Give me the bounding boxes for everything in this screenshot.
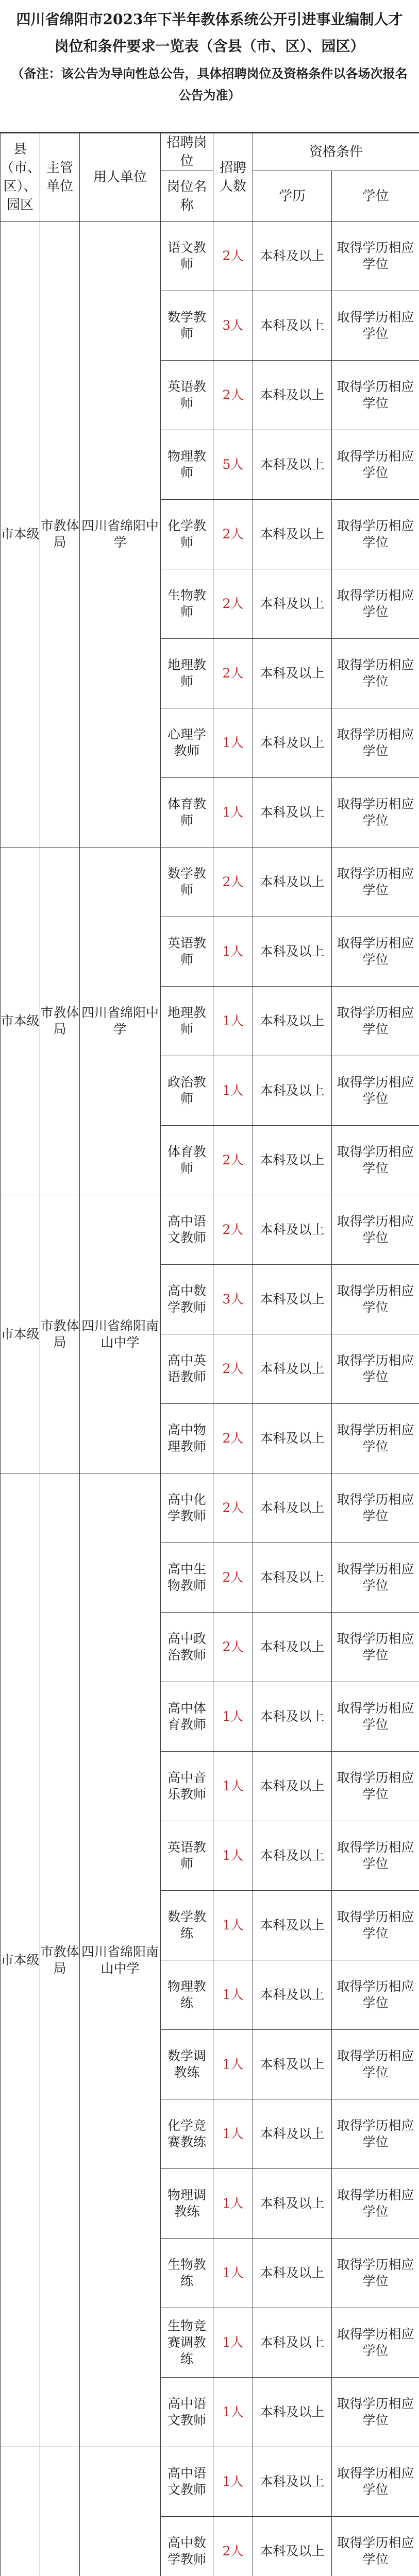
count-cell: 1人 — [213, 708, 253, 778]
post-cell: 数学调教练 — [161, 2030, 213, 2099]
post-cell: 高中生物教师 — [161, 1543, 213, 1613]
count-cell: 2人 — [213, 1404, 253, 1473]
table-row — [1, 2447, 419, 2517]
education-cell: 本科及以上 — [253, 222, 332, 291]
post-cell: 心理学教师 — [161, 708, 213, 778]
post-cell: 化学竞赛教练 — [161, 2099, 213, 2169]
count-cell: 2人 — [213, 1334, 253, 1404]
count-cell: 1人 — [213, 1891, 253, 1960]
degree-cell: 取得学历相应学位 — [332, 1613, 419, 1682]
degree-cell: 取得学历相应学位 — [332, 291, 419, 361]
education-cell: 本科及以上 — [253, 987, 332, 1056]
authority-cell: 市教体局 — [40, 1195, 80, 1473]
post-cell: 物理调教练 — [161, 2169, 213, 2239]
degree-cell: 取得学历相应学位 — [332, 639, 419, 708]
education-cell: 本科及以上 — [253, 1613, 332, 1682]
education-cell: 本科及以上 — [253, 639, 332, 708]
count-cell: 1人 — [213, 987, 253, 1056]
post-cell: 数学教师 — [161, 291, 213, 361]
document-header — [0, 0, 419, 133]
table-body — [1, 222, 419, 2576]
education-cell: 本科及以上 — [253, 1334, 332, 1404]
degree-cell: 取得学历相应学位 — [332, 2308, 419, 2378]
count-cell: 2人 — [213, 1126, 253, 1195]
education-cell: 本科及以上 — [253, 2099, 332, 2169]
education-cell: 本科及以上 — [253, 569, 332, 639]
authority-cell: 市教体局 — [40, 1473, 80, 2447]
post-cell: 地理教师 — [161, 987, 213, 1056]
count-cell: 1人 — [213, 2030, 253, 2099]
count-cell: 5人 — [213, 430, 253, 500]
post-cell: 高中体育教师 — [161, 1682, 213, 1752]
education-cell: 本科及以上 — [253, 1960, 332, 2030]
degree-cell: 取得学历相应学位 — [332, 2239, 419, 2308]
education-cell: 本科及以上 — [253, 1682, 332, 1752]
education-cell: 本科及以上 — [253, 848, 332, 917]
table-row — [1, 1195, 419, 1265]
education-cell: 本科及以上 — [253, 1126, 332, 1195]
post-cell: 地理教师 — [161, 639, 213, 708]
education-cell: 本科及以上 — [253, 1821, 332, 1891]
count-cell: 1人 — [213, 2239, 253, 2308]
header-county: 县（市、区）、园区 — [1, 133, 40, 222]
degree-cell: 取得学历相应学位 — [332, 778, 419, 848]
education-cell: 本科及以上 — [253, 2447, 332, 2517]
degree-cell: 取得学历相应学位 — [332, 917, 419, 987]
degree-cell: 取得学历相应学位 — [332, 1265, 419, 1334]
county-cell: 市本级 — [1, 1473, 40, 2447]
degree-cell: 取得学历相应学位 — [332, 848, 419, 917]
count-cell: 3人 — [213, 1265, 253, 1334]
count-cell: 2人 — [213, 500, 253, 569]
document-title: 四川省绵阳市2023年下半年教体系统公开引进事业编制人才岗位和条件要求一览表（含县（市、区）、园区） — [16, 11, 403, 55]
count-cell: 1人 — [213, 2099, 253, 2169]
table-row — [1, 848, 419, 917]
count-cell: 1人 — [213, 1682, 253, 1752]
degree-cell: 取得学历相应学位 — [332, 1682, 419, 1752]
education-cell: 本科及以上 — [253, 2030, 332, 2099]
degree-cell: 取得学历相应学位 — [332, 1195, 419, 1265]
post-cell: 高中音乐教师 — [161, 1752, 213, 1821]
authority-cell: 市教体局 — [40, 222, 80, 848]
count-cell: 2人 — [213, 569, 253, 639]
post-cell: 生物教练 — [161, 2239, 213, 2308]
degree-cell: 取得学历相应学位 — [332, 569, 419, 639]
degree-cell: 取得学历相应学位 — [332, 1334, 419, 1404]
post-cell: 生物竞赛调教练 — [161, 2308, 213, 2378]
employer-cell — [80, 2447, 161, 2576]
document-note: （备注：该公告为导向性总公告，具体招聘岗位及资格条件以各场次报名公告为准） — [11, 66, 408, 103]
table-row — [1, 222, 419, 291]
degree-cell: 取得学历相应学位 — [332, 2517, 419, 2576]
degree-cell: 取得学历相应学位 — [332, 1752, 419, 1821]
degree-cell: 取得学历相应学位 — [332, 708, 419, 778]
count-cell: 2人 — [213, 1613, 253, 1682]
post-cell: 高中物理教师 — [161, 1404, 213, 1473]
education-cell: 本科及以上 — [253, 291, 332, 361]
county-cell — [1, 2447, 40, 2576]
count-cell: 1人 — [213, 917, 253, 987]
education-cell: 本科及以上 — [253, 2308, 332, 2378]
count-cell: 1人 — [213, 1960, 253, 2030]
post-cell: 英语教师 — [161, 361, 213, 430]
degree-cell: 取得学历相应学位 — [332, 2169, 419, 2239]
count-cell: 2人 — [213, 2517, 253, 2576]
degree-cell: 取得学历相应学位 — [332, 1960, 419, 2030]
county-cell: 市本级 — [1, 222, 40, 848]
count-cell: 2人 — [213, 1473, 253, 1543]
post-cell: 物理教练 — [161, 1960, 213, 2030]
employer-cell: 四川省绵阳中学 — [80, 222, 161, 848]
post-cell: 数学教师 — [161, 848, 213, 917]
education-cell: 本科及以上 — [253, 778, 332, 848]
post-cell: 生物教师 — [161, 569, 213, 639]
count-cell: 2人 — [213, 361, 253, 430]
education-cell: 本科及以上 — [253, 500, 332, 569]
degree-cell: 取得学历相应学位 — [332, 2378, 419, 2447]
header-qualification: 资格条件 — [253, 133, 419, 171]
table-header — [1, 133, 419, 222]
county-cell: 市本级 — [1, 848, 40, 1195]
degree-cell: 取得学历相应学位 — [332, 500, 419, 569]
count-cell: 1人 — [213, 1752, 253, 1821]
count-cell: 1人 — [213, 778, 253, 848]
employer-cell: 四川省绵阳南山中学 — [80, 1195, 161, 1473]
county-cell: 市本级 — [1, 1195, 40, 1473]
header-post: 招聘岗位 — [161, 133, 213, 171]
count-cell: 2人 — [213, 222, 253, 291]
header-degree: 学位 — [332, 171, 419, 222]
count-cell: 3人 — [213, 291, 253, 361]
post-cell: 高中政治教师 — [161, 1613, 213, 1682]
count-cell: 2人 — [213, 1543, 253, 1613]
header-authority: 主管单位 — [40, 133, 80, 222]
education-cell: 本科及以上 — [253, 1195, 332, 1265]
count-cell: 1人 — [213, 2378, 253, 2447]
count-cell: 2人 — [213, 639, 253, 708]
header-employer: 用人单位 — [80, 133, 161, 222]
degree-cell: 取得学历相应学位 — [332, 430, 419, 500]
post-cell: 数学教练 — [161, 1891, 213, 1960]
education-cell: 本科及以上 — [253, 1404, 332, 1473]
degree-cell: 取得学历相应学位 — [332, 2030, 419, 2099]
count-cell: 1人 — [213, 1821, 253, 1891]
education-cell: 本科及以上 — [253, 2239, 332, 2308]
degree-cell: 取得学历相应学位 — [332, 1126, 419, 1195]
authority-cell: 市教体局 — [40, 848, 80, 1195]
post-cell: 高中数学教师 — [161, 2517, 213, 2576]
count-cell: 2人 — [213, 1195, 253, 1265]
degree-cell: 取得学历相应学位 — [332, 1821, 419, 1891]
table-row — [1, 1473, 419, 1543]
post-cell: 高中语文教师 — [161, 1195, 213, 1265]
post-cell: 化学教师 — [161, 500, 213, 569]
degree-cell: 取得学历相应学位 — [332, 2099, 419, 2169]
degree-cell: 取得学历相应学位 — [332, 987, 419, 1056]
post-cell: 体育教师 — [161, 1126, 213, 1195]
count-cell: 1人 — [213, 2169, 253, 2239]
authority-cell — [40, 2447, 80, 2576]
post-cell: 高中语文教师 — [161, 2378, 213, 2447]
education-cell: 本科及以上 — [253, 361, 332, 430]
education-cell: 本科及以上 — [253, 1543, 332, 1613]
recruitment-table — [0, 133, 419, 2576]
employer-cell: 四川省绵阳中学 — [80, 848, 161, 1195]
employer-cell: 四川省绵阳南山中学 — [80, 1473, 161, 2447]
education-cell: 本科及以上 — [253, 430, 332, 500]
degree-cell: 取得学历相应学位 — [332, 1473, 419, 1543]
count-cell: 1人 — [213, 1056, 253, 1126]
header-post-name: 岗位名称 — [161, 171, 213, 222]
education-cell: 本科及以上 — [253, 2517, 332, 2576]
post-cell: 英语教师 — [161, 1821, 213, 1891]
header-education: 学历 — [253, 171, 332, 222]
count-cell: 2人 — [213, 848, 253, 917]
post-cell: 高中化学教师 — [161, 1473, 213, 1543]
degree-cell: 取得学历相应学位 — [332, 361, 419, 430]
education-cell: 本科及以上 — [253, 2169, 332, 2239]
post-cell: 语文教师 — [161, 222, 213, 291]
degree-cell: 取得学历相应学位 — [332, 222, 419, 291]
post-cell: 英语教师 — [161, 917, 213, 987]
post-cell: 高中英语教师 — [161, 1334, 213, 1404]
education-cell: 本科及以上 — [253, 708, 332, 778]
post-cell: 体育教师 — [161, 778, 213, 848]
post-cell: 高中数学教师 — [161, 1265, 213, 1334]
post-cell: 政治教师 — [161, 1056, 213, 1126]
education-cell: 本科及以上 — [253, 1891, 332, 1960]
degree-cell: 取得学历相应学位 — [332, 1404, 419, 1473]
count-cell: 1人 — [213, 2447, 253, 2517]
education-cell: 本科及以上 — [253, 1056, 332, 1126]
header-count: 招聘人数 — [213, 133, 253, 222]
post-cell: 高中语文教师 — [161, 2447, 213, 2517]
education-cell: 本科及以上 — [253, 2378, 332, 2447]
count-cell: 1人 — [213, 2308, 253, 2378]
education-cell: 本科及以上 — [253, 917, 332, 987]
education-cell: 本科及以上 — [253, 1265, 332, 1334]
education-cell: 本科及以上 — [253, 1473, 332, 1543]
education-cell: 本科及以上 — [253, 1752, 332, 1821]
degree-cell: 取得学历相应学位 — [332, 1891, 419, 1960]
degree-cell: 取得学历相应学位 — [332, 2447, 419, 2517]
post-cell: 物理教师 — [161, 430, 213, 500]
degree-cell: 取得学历相应学位 — [332, 1543, 419, 1613]
degree-cell: 取得学历相应学位 — [332, 1056, 419, 1126]
